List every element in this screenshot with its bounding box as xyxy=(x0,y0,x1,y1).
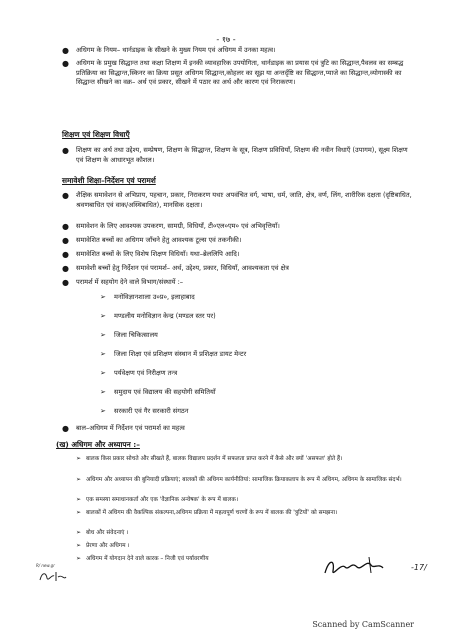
bullet: ● xyxy=(62,424,69,433)
inclusive-point: समावेशित बच्चों के लिए विशेष शिक्षण विधियाँ। यथा–ब्रेललिपि आदि। xyxy=(76,250,240,258)
signature xyxy=(323,553,443,583)
arrow-icon: ➢ xyxy=(76,555,82,562)
arrow-icon: ➢ xyxy=(76,455,82,462)
arrow-icon: ➢ xyxy=(100,407,106,415)
inclusive-point: समावेशित बच्चों का अधिगम जाँचने हेतु आवश्यक टूल्स एवं तकनीकी। xyxy=(76,236,242,244)
inclusive-point: समावेशन के लिए आवश्यक उपकरण, सामग्री, विधियाँ, टी०एल०एम० एवं अभिवृत्तियाँ। xyxy=(76,222,280,230)
section-b-point: एक समस्या समाधानकर्ता और एक 'वैज्ञानिक अन्वेषक' के रूप में बालक। xyxy=(86,497,239,503)
section-b-point: बालक किस प्रकार सोचते और सीखते हैं, बालक विद्यालय प्रदर्शन में सफलता प्राप्त करने में कैसे और क्यों 'असफल' होते हैं। xyxy=(86,456,343,462)
signature-note: -17/ xyxy=(411,563,427,572)
bullet: ● xyxy=(62,46,69,55)
section-b-point: बोध और संवेदनाएं । xyxy=(86,530,129,536)
bullet: ● xyxy=(62,264,69,273)
arrow-icon: ➢ xyxy=(100,350,106,358)
bullet: ● xyxy=(62,59,69,68)
arrow-icon: ➢ xyxy=(100,388,106,396)
arrow-icon: ➢ xyxy=(76,476,82,483)
intro-point: अधिगम के नियम– थार्नडाइक के सीखने के मुख्य नियम एवं अधिगम में उनका महत्व। xyxy=(76,46,276,54)
arrow-icon: ➢ xyxy=(76,496,82,503)
inclusive-closing-point: बाल–अधिगम में निर्देशन एवं परामर्श का महत्व xyxy=(76,424,185,432)
arrow-icon: ➢ xyxy=(100,369,106,377)
section-b-point: बालकों में अधिगम की वैकल्पिक संकल्पना,अधिगम प्रक्रिया में महत्वपूर्ण चरणों के रूप में बालक की 'त्रुटियों' को समझना। xyxy=(86,510,338,516)
agency-item: मनोविज्ञानशाला उ०प्र०, इलाहाबाद xyxy=(114,293,195,301)
section-b-point: अधिगम में योगदान देने वाले कारक – निजी एवं पर्यावरणीय xyxy=(86,556,209,562)
arrow-icon: ➢ xyxy=(100,312,106,320)
bullet: ● xyxy=(62,278,69,287)
page-number: - १७ - xyxy=(216,35,236,44)
section-b-point: प्रेरणा और अधिगम । xyxy=(86,543,130,549)
inclusive-point: समावेशी बच्चों हेतु निर्देशन एवं परामर्श– अर्थ, उद्देश्य, प्रकार, विधियाँ, आवश्यकता एवं क्षेत्र xyxy=(76,264,289,272)
footer-watermark: Scanned by CamScanner xyxy=(312,620,414,629)
agency-item: सरकारी एवं गैर सरकारी संगठन xyxy=(114,407,189,415)
arrow-icon: ➢ xyxy=(76,529,82,536)
bullet: ● xyxy=(62,250,69,259)
section-b-point: अधिगम और अध्यापन की बुनियादी प्रक्रियाएं; बालकों की अधिगम कार्यनीतियां: सामाजिक क्रियाकलाप के रूप में अधिगम, अधिगम के सामाजिक संदर्भ। xyxy=(86,477,402,483)
arrow-icon: ➢ xyxy=(76,509,82,516)
bullet: ● xyxy=(62,222,69,231)
section-b-heading: (ख) अधिगम और अध्यापन :– xyxy=(56,440,140,449)
arrow-icon: ➢ xyxy=(76,542,82,549)
intro-point: अधिगम के प्रमुख सिद्धान्त तथा कक्षा शिक्षण में इनकी व्यावहारिक उपयोगिता, थार्नडाइक का प्रयास एवं त्रुटि का सिद्धान्त,पैवलव का सम्बद्ध प्रतिक्रिया का सिद्धान्त,स्किनर का क्रिया प्रसूत अधिगम सिद्धान्त,कोहलर का सूझ या अन्तर्दृष्टि का सिद्धान्त,प्याजे का सिद्धान्त,व्योगास्की का सिद्धान्त सीखने का वक्र– अर्थ एवं प्रकार, सीखने में पठार का अर्थ और कारण एवं निराकरण। xyxy=(76,59,404,87)
bullet: ● xyxy=(62,191,69,200)
bullet: ● xyxy=(62,146,69,155)
margin-note-text: R/ new.gr xyxy=(36,563,55,568)
agency-item: मण्डलीय मनोविज्ञान केन्द्र (मण्डल स्तर पर) xyxy=(114,312,216,320)
teaching-heading: शिक्षण एवं शिक्षण विधाएँ xyxy=(62,130,130,139)
arrow-icon: ➢ xyxy=(100,331,106,339)
inclusive-heading: समावेशी शिक्षा–निर्देशन एवं परामर्श xyxy=(62,176,156,185)
agency-item: जिला शिक्षा एवं प्रशिक्षण संस्थान में प्रशिक्षत डायट मेन्टर xyxy=(114,350,247,358)
agency-item: समुदाय एवं विद्यालय की सहयोगी समितियाँ xyxy=(114,388,216,396)
margin-note xyxy=(36,563,76,587)
inclusive-point: परामर्श में सहयोग देने वाले विभाग/संस्थायें :– xyxy=(76,278,184,286)
bullet: ● xyxy=(62,236,69,245)
agency-item: जिला चिकित्सालय xyxy=(114,331,158,339)
agency-item: पर्यवेक्षण एवं निरीक्षण तन्त्र xyxy=(114,369,178,377)
margin-note-scribble xyxy=(36,568,76,584)
inclusive-point: शैक्षिक समावेशन से अभिप्राय, पहचान, प्रकार, निराकरण यथाः अपवंचित वर्ग, भाषा, धर्म, जाति, क्षेत्र, वर्ण, लिंग, शारीरिक दक्षता (दृष्टिबाधित, श्रवणबाधित एवं वाक/अस्थिबाधित), मानसिक दक्षता। xyxy=(76,191,412,209)
arrow-icon: ➢ xyxy=(100,293,106,301)
teaching-point: शिक्षण का अर्थ तथा उद्देश्य, सम्प्रेषण, शिक्षण के सिद्धान्त, शिक्षण के सूत्र, शिक्षण प्रविधियाँ, शिक्षण की नवीन विधाएँ (उपागम), सूक्ष्म शिक्षण एवं शिक्षण के आधारभूत कौशल। xyxy=(76,146,408,164)
